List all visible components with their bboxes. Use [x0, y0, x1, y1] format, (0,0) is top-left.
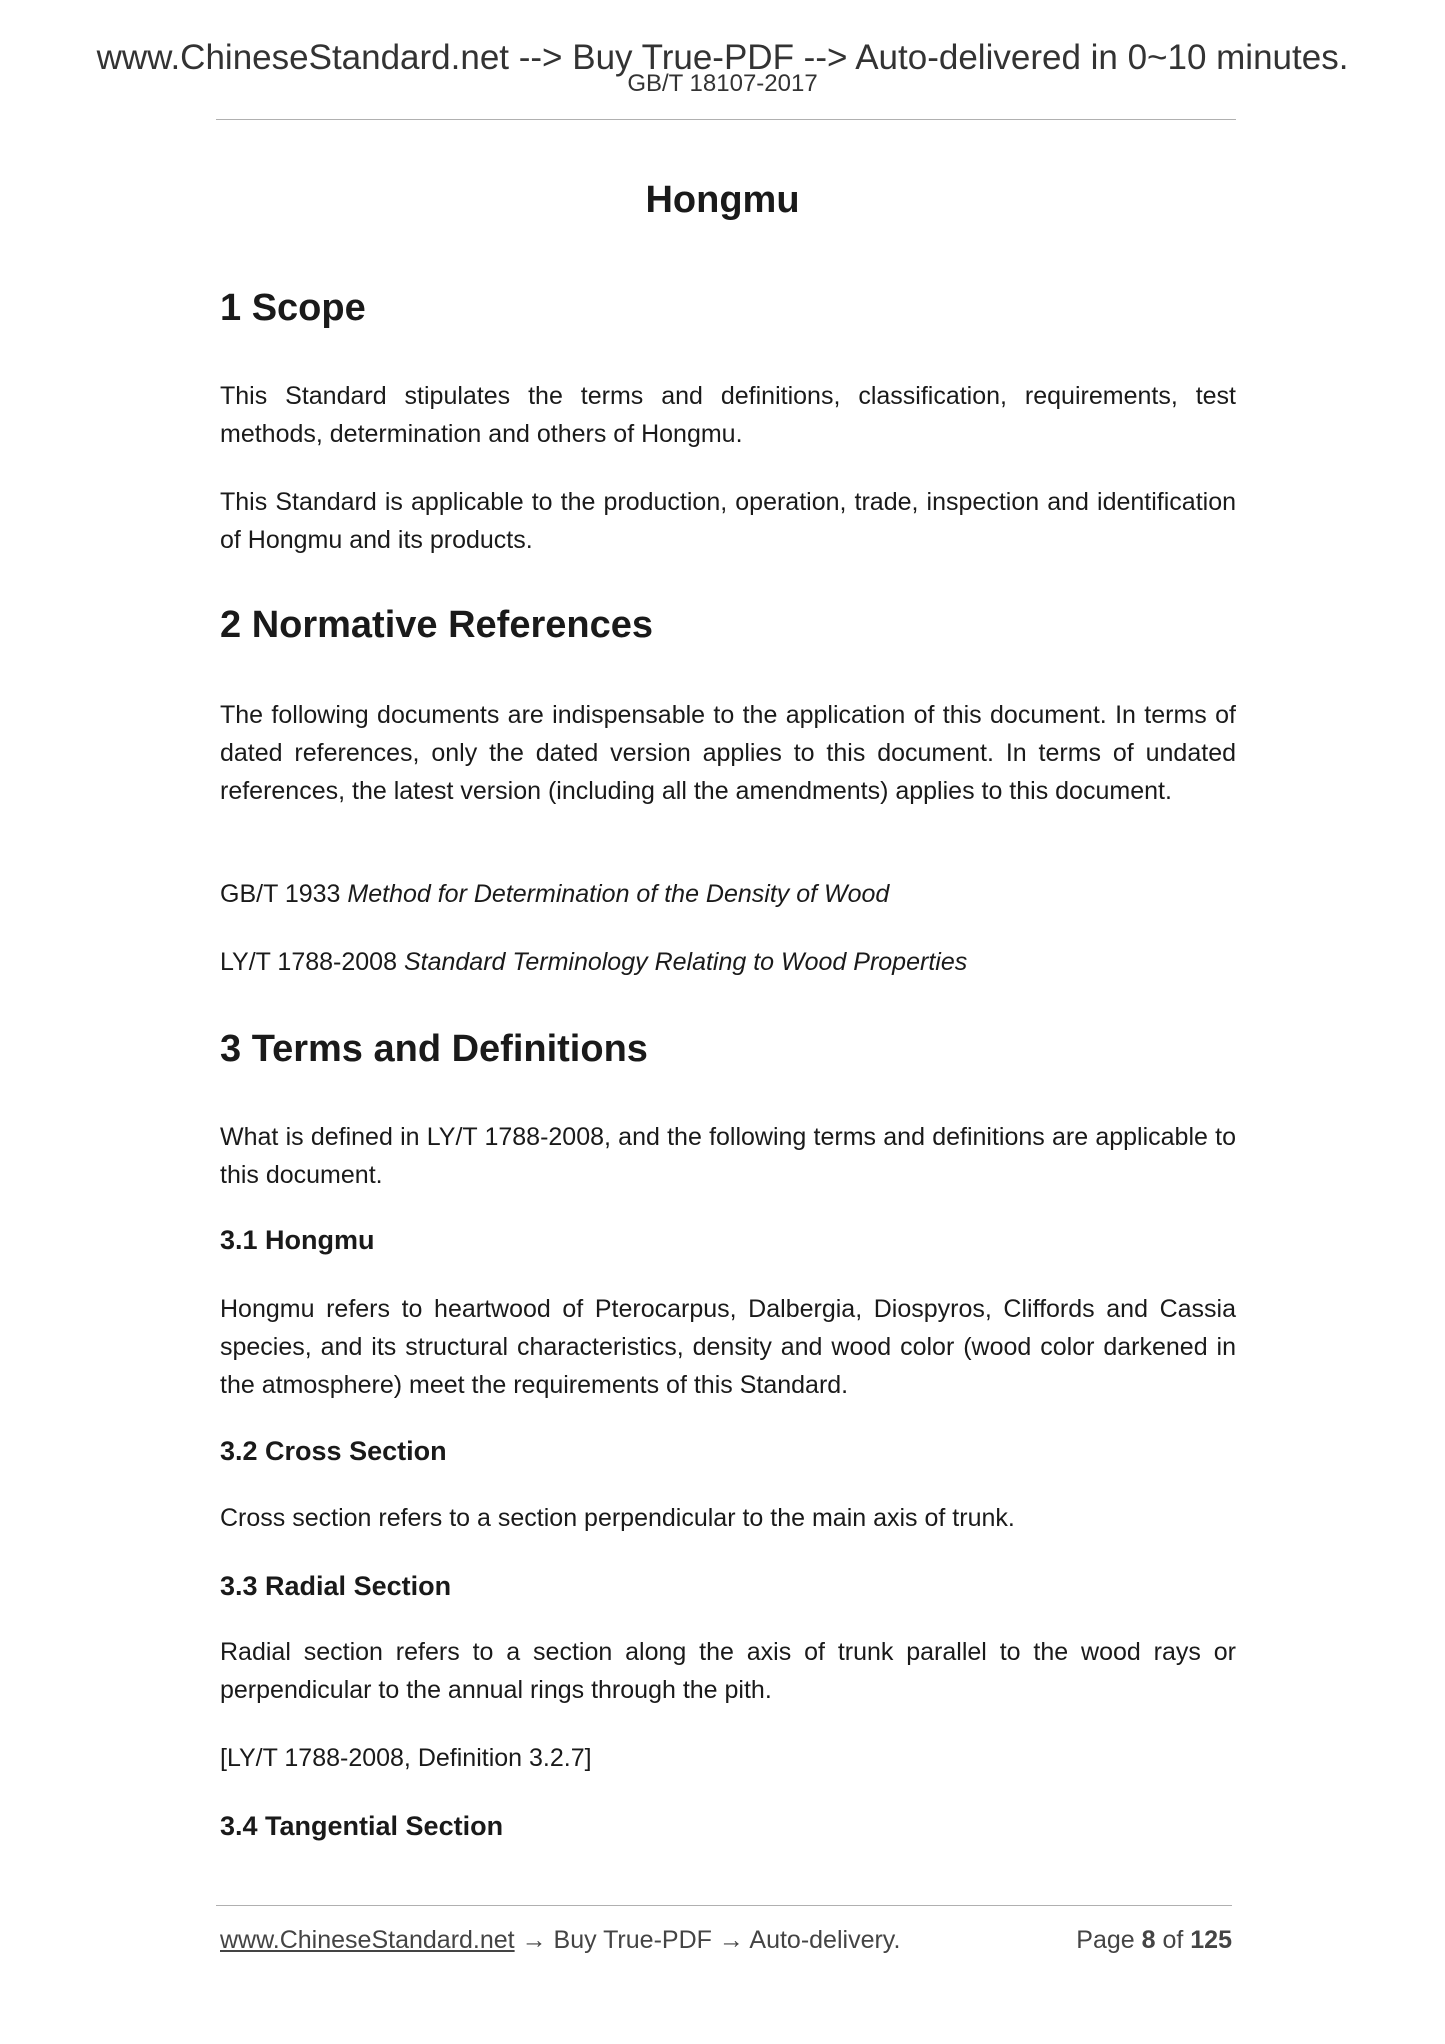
term-text-radial-section: Radial section refers to a section along the axis of trunk parallel to the wood rays or perpendicular to the annual rings through the pith.	[220, 1638, 1236, 1704]
reference-code: GB/T 1933	[220, 880, 341, 908]
page-of: of	[1162, 1926, 1184, 1954]
document-title: Hongmu	[645, 179, 800, 221]
reference-lyt-1788	[220, 943, 967, 981]
reference-title: Standard Terminology Relating to Wood Properties	[403, 948, 968, 976]
terms-intro-paragraph: What is defined in LY/T 1788-2008, and the following terms and definitions are applicable to this document.	[220, 1123, 1236, 1189]
footer-site-link[interactable]: www.ChineseStandard.net	[220, 1926, 515, 1954]
page-label: Page	[1076, 1926, 1135, 1954]
footer-divider	[216, 1905, 1232, 1906]
reference-code: LY/T 1788-2008	[220, 948, 397, 976]
term-source-radial-section: [LY/T 1788-2008, Definition 3.2.7]	[220, 1744, 592, 1772]
footer-trail-text: → Buy True-PDF → Auto-delivery.	[514, 1926, 901, 1954]
reference-title: Method for Determination of the Density of Wood	[347, 880, 890, 908]
normative-references-paragraph: The following documents are indispensable to the application of this document. In terms of dated references, only the dated version applies to this document. In terms of undated references, the latest version (including all the amendments) applies to this document.	[220, 701, 1236, 805]
scope-paragraph-1: This Standard stipulates the terms and definitions, classification, requirements, test methods, determination and others of Hongmu.	[220, 382, 1236, 448]
scope-paragraph-2: This Standard is applicable to the production, operation, trade, inspection and identification of Hongmu and its products.	[220, 488, 1236, 554]
term-heading-radial-section: 3.3 Radial Section	[220, 1571, 452, 1601]
standard-code: GB/T 18107-2017	[627, 70, 818, 97]
reference-gbt-1933	[220, 875, 889, 913]
page-footer	[220, 1923, 1232, 1957]
section-heading-normative-references: 2 Normative References	[220, 604, 653, 646]
page-current: 8	[1141, 1926, 1156, 1954]
term-heading-hongmu: 3.1 Hongmu	[220, 1225, 375, 1255]
page-total: 125	[1190, 1926, 1232, 1954]
term-heading-tangential-section: 3.4 Tangential Section	[220, 1811, 504, 1841]
term-text-cross-section: Cross section refers to a section perpendicular to the main axis of trunk.	[220, 1504, 1015, 1532]
section-heading-terms-definitions: 3 Terms and Definitions	[220, 1028, 648, 1070]
term-text-hongmu: Hongmu refers to heartwood of Pterocarpus, Dalbergia, Diospyros, Cliffords and Cassia species, and its structural characteristics, density and wood color (wood color darkened in the atmosphere) meet the requirements of this Standard.	[220, 1295, 1236, 1399]
page-number	[1076, 1923, 1232, 1957]
header-banner: www.ChineseStandard.net --> Buy True-PDF --> Auto-delivered in 0~10 minutes.	[96, 38, 1349, 77]
header-divider	[216, 119, 1236, 120]
term-heading-cross-section: 3.2 Cross Section	[220, 1436, 447, 1466]
section-heading-scope: 1 Scope	[220, 287, 366, 329]
footer-left	[220, 1923, 900, 1957]
